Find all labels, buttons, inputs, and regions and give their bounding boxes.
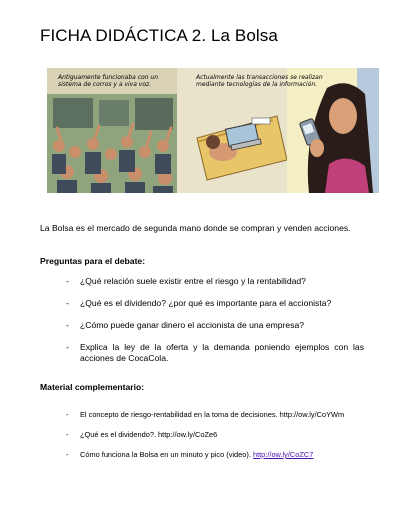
list-item bbox=[66, 342, 364, 364]
list-dash: - bbox=[66, 320, 69, 330]
list-item bbox=[66, 320, 364, 331]
caption-left: Antiguamente funcionaba con un sistema de corros y a viva voz. bbox=[58, 74, 159, 88]
list-dash: - bbox=[66, 342, 69, 352]
question-text: ¿Cómo puede ganar dinero el accionista de una empresa? bbox=[80, 320, 305, 330]
material-heading: Material complementario: bbox=[40, 382, 145, 392]
question-text: ¿Qué relación suele existir entre el riesgo y la rentabilidad? bbox=[80, 276, 306, 286]
list-item bbox=[66, 410, 364, 420]
material-text: ¿Qué es el dividendo?. http://ow.ly/CoZe6 bbox=[80, 430, 218, 439]
material-text: El concepto de riesgo-rentabilidad en la toma de decisiones. http://ow.ly/CoYWm bbox=[80, 410, 345, 419]
question-text: Explica la ley de la oferta y la demanda poniendo ejemplos con las acciones de CocaCola. bbox=[80, 342, 364, 363]
list-dash: - bbox=[66, 410, 69, 419]
debate-heading: Preguntas para el debate: bbox=[40, 256, 146, 266]
video-link[interactable]: http://ow.ly/CoZC7 bbox=[252, 450, 314, 459]
list-item bbox=[66, 276, 364, 287]
intro-paragraph: La Bolsa es el mercado de segunda mano donde se compran y venden acciones. bbox=[40, 222, 351, 233]
page-title: FICHA DIDÁCTICA 2. La Bolsa bbox=[40, 26, 278, 45]
material-text: Cómo funciona la Bolsa en un minuto y pico (video). bbox=[80, 450, 253, 459]
list-item bbox=[66, 298, 364, 309]
material-list bbox=[66, 410, 364, 470]
caption-right: Actualmente las transacciones se realizan mediante tecnologías de la información. bbox=[196, 74, 323, 88]
list-dash: - bbox=[66, 276, 69, 286]
list-dash: - bbox=[66, 298, 69, 308]
list-item bbox=[66, 430, 364, 440]
debate-question-list bbox=[66, 276, 364, 375]
list-dash: - bbox=[66, 430, 69, 439]
list-dash: - bbox=[66, 450, 69, 459]
list-item bbox=[66, 450, 364, 460]
question-text: ¿Qué es el dividendo? ¿por qué es importante para el accionista? bbox=[80, 298, 332, 308]
